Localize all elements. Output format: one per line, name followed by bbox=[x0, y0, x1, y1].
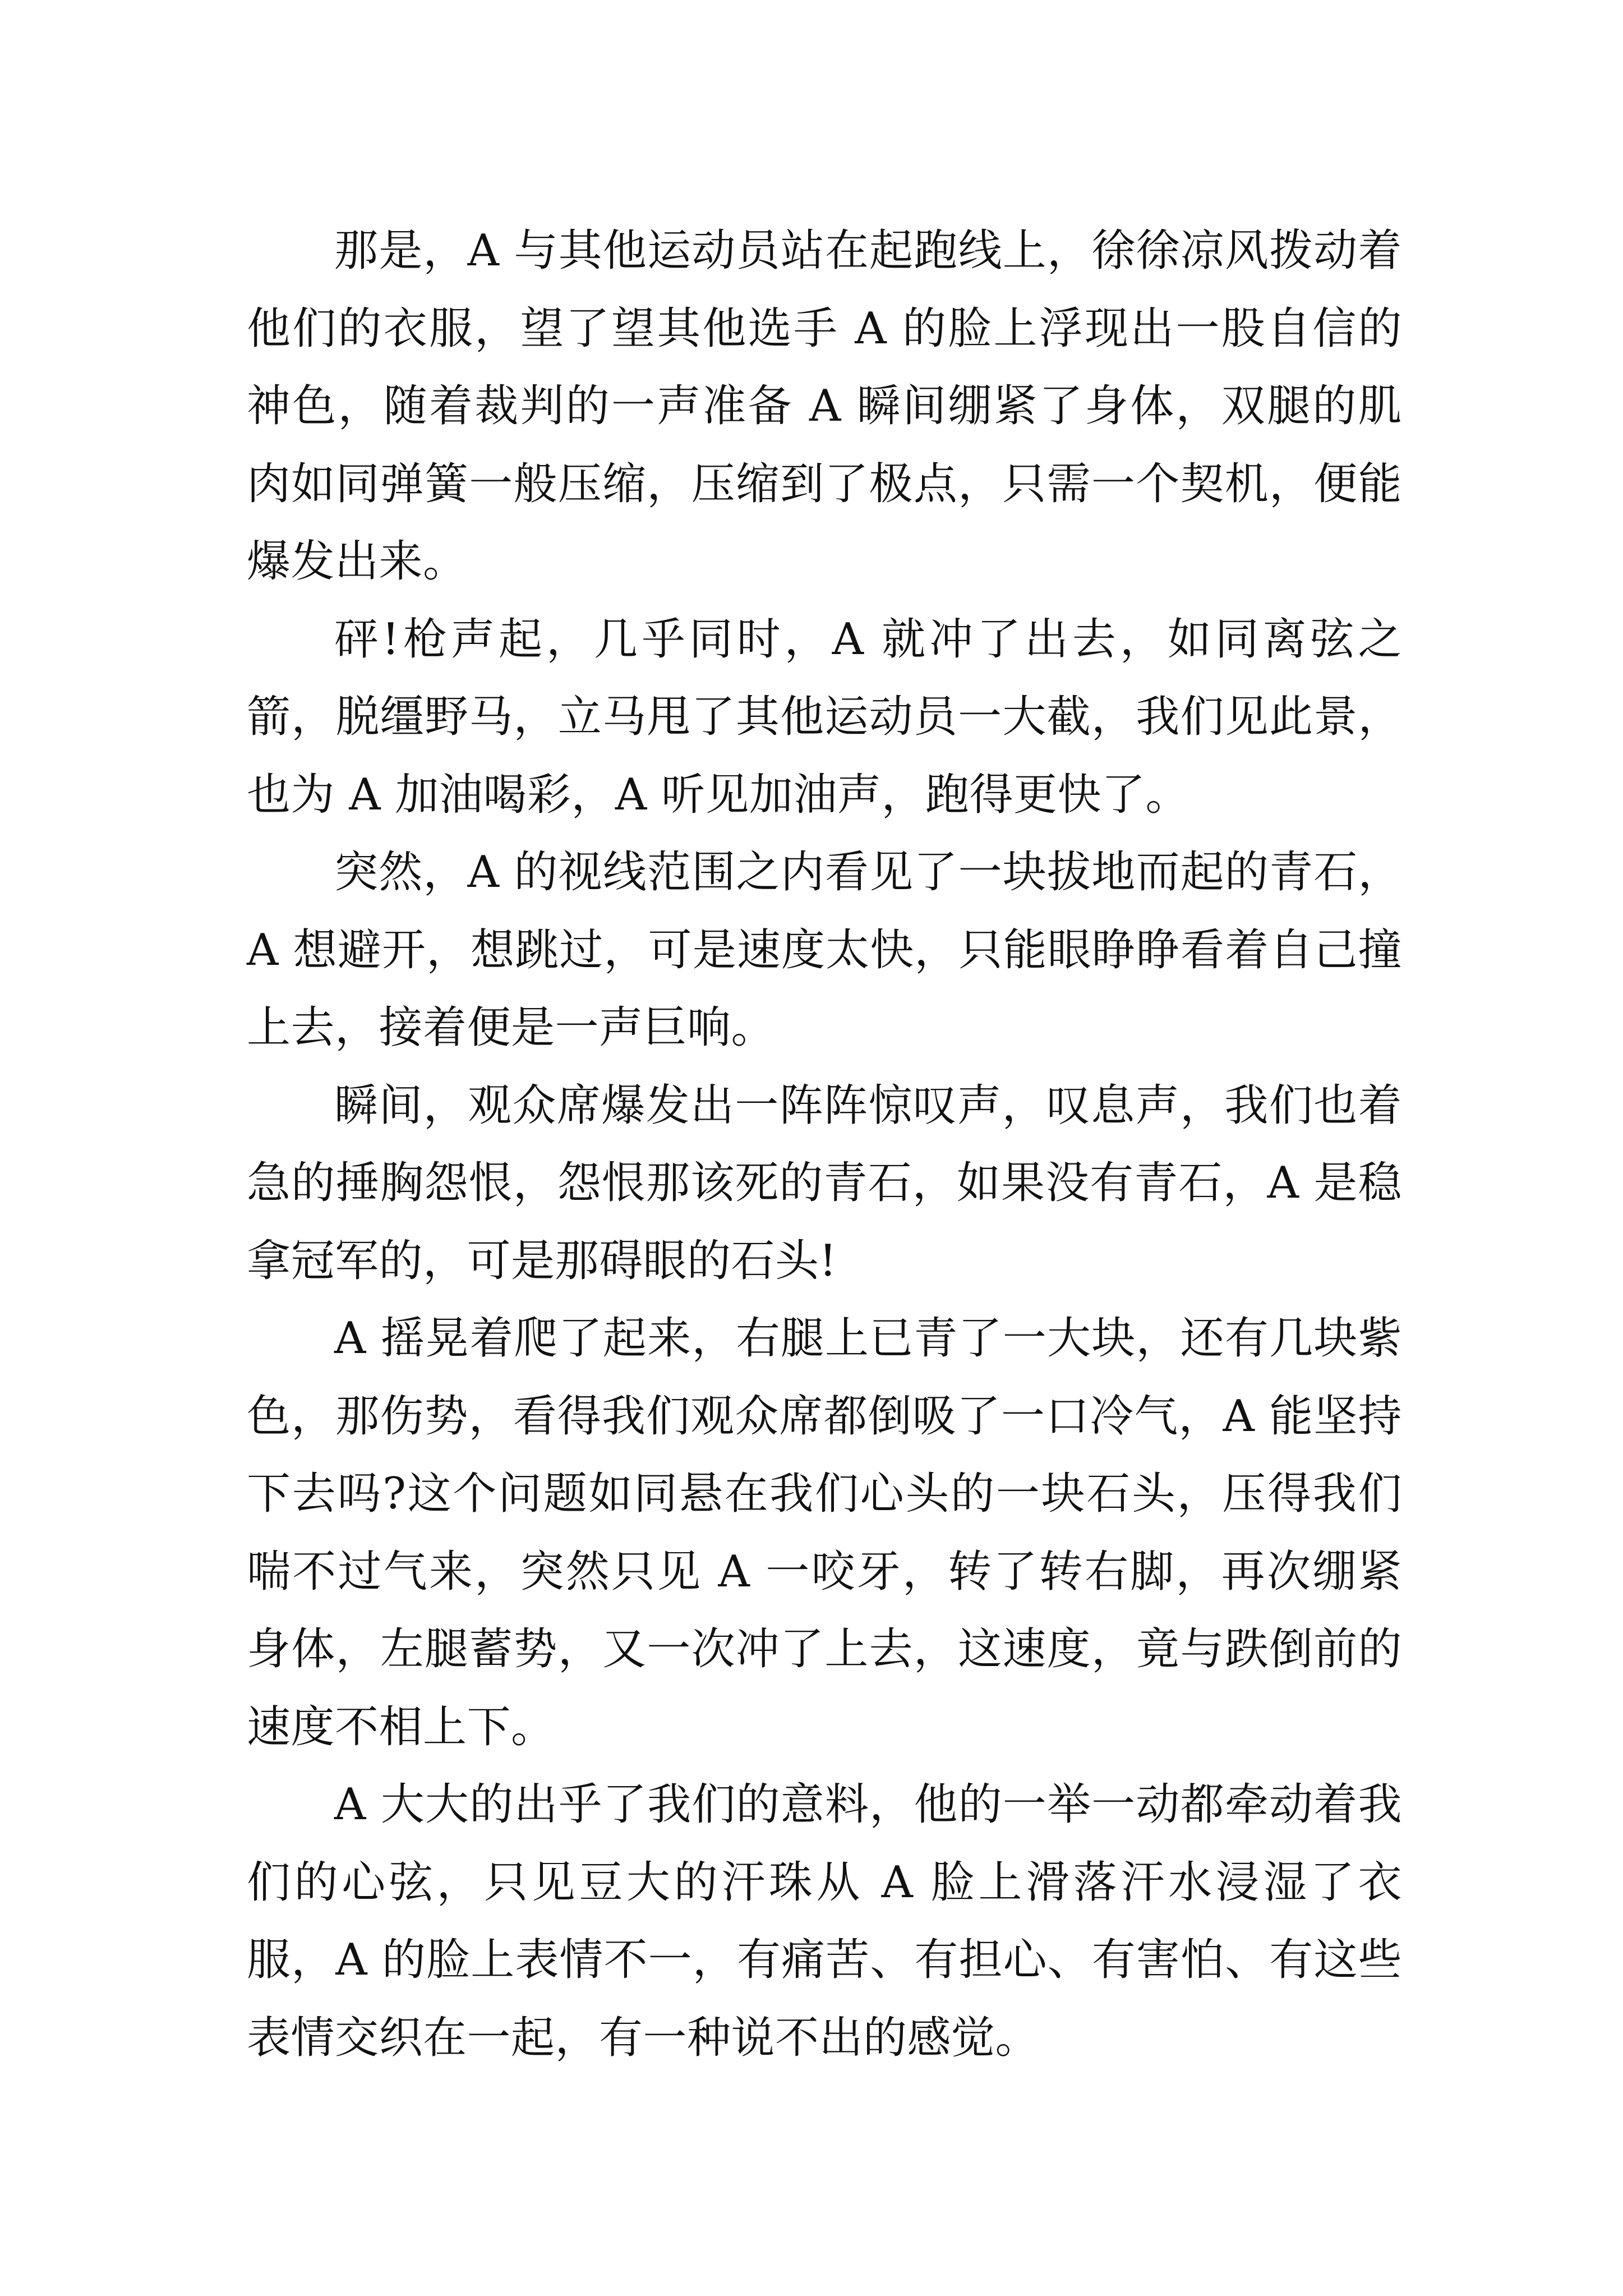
paragraph-5: A 摇晃着爬了起来，右腿上已青了一大块，还有几块紫色，那伤势，看得我们观众席都倒吸了一口冷气，A 能坚持下去吗?这个问题如同悬在我们心头的一块石头，压得我们喘不过气来，突然只见 A 一咬牙，转了转右脚，再次绷紧身体，左腿蓄势，又一次冲了上去，这速度，竟与跌倒前的速度不相上下。 bbox=[247, 1313, 1402, 1752]
paragraph-3: 突然，A 的视线范围之内看见了一块拔地而起的青石，A 想避开，想跳过，可是速度太快，只能眼睁睁看着自己撞上去，接着便是一声巨响。 bbox=[247, 847, 1402, 1053]
body-text bbox=[247, 212, 1402, 2077]
paragraph-6: A 大大的出乎了我们的意料，他的一举一动都牵动着我们的心弦，只见豆大的汗珠从 A 脸上滑落汗水浸湿了衣服，A 的脸上表情不一，有痛苦、有担心、有害怕、有这些表情交织在一起，有一种说不出的感觉。 bbox=[247, 1779, 1402, 2063]
paragraph-2: 砰!枪声起，几乎同时，A 就冲了出去，如同离弦之箭，脱缰野马，立马甩了其他运动员一大截，我们见此景，也为 A 加油喝彩，A 听见加油声，跑得更快了。 bbox=[247, 614, 1402, 820]
paragraph-1: 那是，A 与其他运动员站在起跑线上，徐徐凉风拨动着他们的衣服，望了望其他选手 A 的脸上浮现出一股自信的神色，随着裁判的一声准备 A 瞬间绷紧了身体，双腿的肌肉如同弹簧一般压缩，压缩到了极点，只需一个契机，便能爆发出来。 bbox=[247, 226, 1402, 587]
paragraph-4: 瞬间，观众席爆发出一阵阵惊叹声，叹息声，我们也着急的捶胸怨恨，怨恨那该死的青石，如果没有青石，A 是稳拿冠军的，可是那碍眼的石头! bbox=[247, 1080, 1402, 1286]
